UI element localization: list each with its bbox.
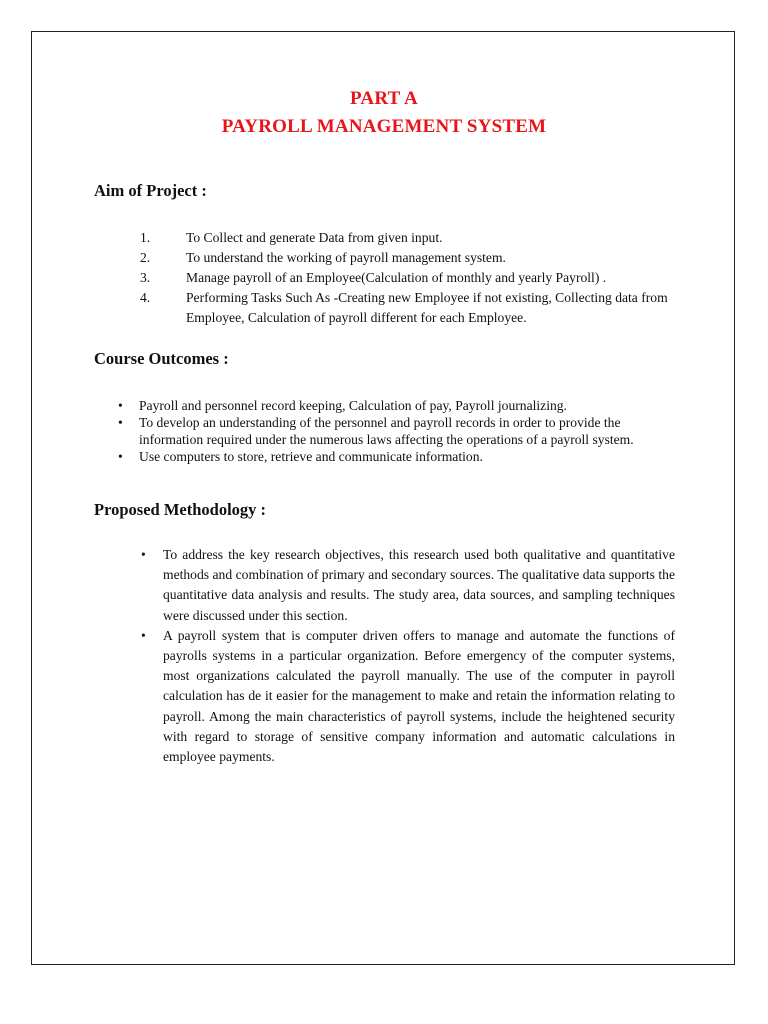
list-item (118, 414, 680, 448)
list-item (140, 248, 680, 268)
bullet-icon: • (118, 398, 123, 413)
list-item (140, 268, 680, 288)
list-item-text: Use computers to store, retrieve and communicate information. (139, 449, 483, 464)
bullet-icon: • (118, 449, 123, 464)
document-title: PAYROLL MANAGEMENT SYSTEM (221, 116, 547, 137)
list-item (118, 448, 680, 465)
list-item-text: To Collect and generate Data from given input. (186, 230, 443, 245)
list-number: 1. (140, 230, 151, 245)
aim-heading: Aim of Project : (94, 181, 207, 200)
list-item-text: To develop an understanding of the personnel and payroll records in order to provide the information required under the numerous laws affecting the operations of a payroll system. (139, 415, 634, 447)
page-border (31, 31, 735, 965)
title-part: PART A (350, 88, 418, 109)
list-item (140, 228, 680, 248)
methodology-heading: Proposed Methodology : (94, 500, 267, 519)
outcomes-heading: Course Outcomes : (94, 349, 229, 368)
list-item (140, 288, 680, 328)
list-number: 3. (140, 270, 151, 285)
list-item-text: To understand the working of payroll management system. (186, 250, 506, 265)
list-item-text: Performing Tasks Such As -Creating new Employee if not existing, Collecting data from Employee, Calculation of payroll different for each Employee. (186, 290, 668, 325)
list-item (118, 397, 680, 414)
list-item-text: To address the key research objectives, this research used both qualitative and quantitative methods and combination of primary and secondary sources. The qualitative data supports the quantitative data analysis and results. The study area, data sources, and sampling techniques were discussed under this section. (163, 547, 675, 623)
list-item-text: Payroll and personnel record keeping, Calculation of pay, Payroll journalizing. (139, 398, 567, 413)
bullet-icon: • (118, 415, 123, 430)
list-number: 4. (140, 290, 151, 305)
aim-list (140, 228, 680, 328)
list-number: 2. (140, 250, 151, 265)
outcomes-list (118, 397, 680, 465)
bullet-icon: • (141, 627, 146, 643)
list-item (141, 545, 675, 626)
bullet-icon: • (141, 547, 146, 562)
list-item (141, 626, 675, 767)
list-item-text: A payroll system that is computer driven offers to manage and automate the functions of payrolls systems in a particular organization. Before emergency of the computer systems, most organizations calculated the payroll manually. The use of the computer in payroll calculation has de it easier for the management to make and retain the information relating to payroll. Among the main characteristics of payroll systems, include the heightened security with regard to storage of sensitive company information and automatic calculations in employee payments. (163, 627, 675, 765)
list-item-text: Manage payroll of an Employee(Calculation of monthly and yearly Payroll) . (186, 270, 607, 285)
methodology-list (141, 545, 675, 767)
